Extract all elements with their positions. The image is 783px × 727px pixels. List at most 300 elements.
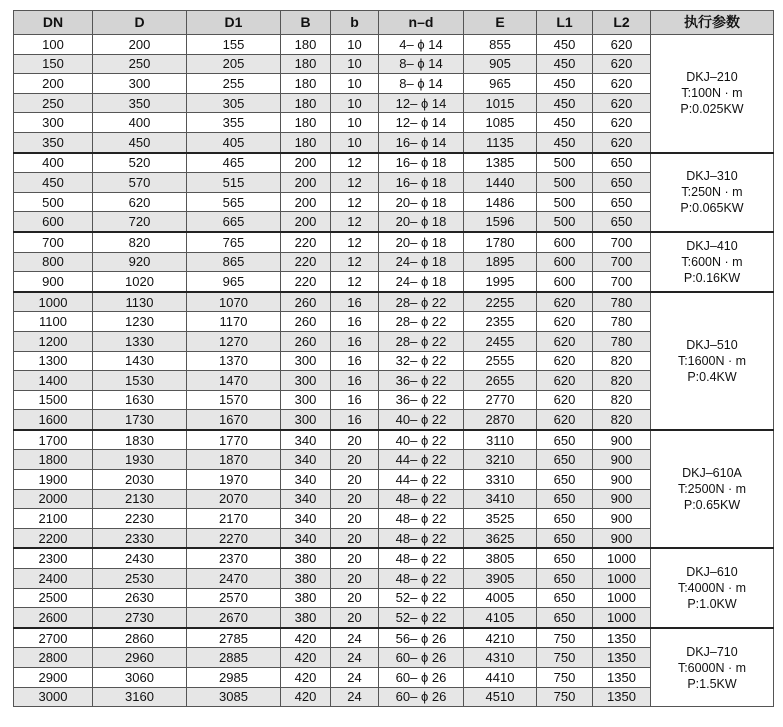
table-row <box>14 153 774 173</box>
table-cell: 855 <box>464 35 537 55</box>
table-cell: 620 <box>537 351 593 371</box>
table-row <box>14 232 774 252</box>
table-cell: 820 <box>593 351 651 371</box>
table-cell: 570 <box>93 173 187 193</box>
table-cell: 620 <box>537 292 593 312</box>
header-b-upper: B <box>281 11 331 35</box>
table-cell: 340 <box>281 509 331 529</box>
table-cell: 3110 <box>464 430 537 450</box>
table-cell: 2870 <box>464 410 537 430</box>
table-cell: 10 <box>331 74 379 94</box>
table-cell: 3085 <box>187 687 281 707</box>
header-b-lower: b <box>331 11 379 35</box>
table-cell: 450 <box>14 173 93 193</box>
table-cell: 20 <box>331 548 379 568</box>
table-cell: 2400 <box>14 569 93 589</box>
table-cell: 900 <box>14 272 93 292</box>
table-cell: 52– ϕ 22 <box>379 588 464 608</box>
table-cell: 200 <box>281 153 331 173</box>
actuator-param-line: DKJ–610A <box>682 466 742 481</box>
actuator-params-cell <box>651 35 774 153</box>
table-cell: 20 <box>331 528 379 548</box>
table-cell: 2860 <box>93 628 187 648</box>
table-cell: 300 <box>14 113 93 133</box>
table-row <box>14 430 774 450</box>
table-cell: 20 <box>331 509 379 529</box>
table-cell: 2670 <box>187 608 281 628</box>
table-cell: 1930 <box>93 450 187 470</box>
table-body <box>14 35 774 707</box>
table-cell: 205 <box>187 54 281 74</box>
table-cell: 1130 <box>93 292 187 312</box>
table-cell: 2885 <box>187 648 281 668</box>
table-cell: 20 <box>331 588 379 608</box>
table-cell: 1600 <box>14 410 93 430</box>
table-cell: 355 <box>187 113 281 133</box>
table-cell: 2430 <box>93 548 187 568</box>
table-cell: 350 <box>14 132 93 152</box>
table-cell: 650 <box>537 569 593 589</box>
table-cell: 665 <box>187 212 281 232</box>
table-cell: 650 <box>593 173 651 193</box>
table-cell: 4105 <box>464 608 537 628</box>
table-cell: 2270 <box>187 528 281 548</box>
table-cell: 500 <box>537 173 593 193</box>
table-cell: 1330 <box>93 331 187 351</box>
table-cell: 1350 <box>593 628 651 648</box>
table-cell: 2960 <box>93 648 187 668</box>
table-cell: 1085 <box>464 113 537 133</box>
table-cell: 2130 <box>93 489 187 509</box>
table-cell: 2355 <box>464 312 537 332</box>
table-cell: 1000 <box>593 608 651 628</box>
table-cell: 48– ϕ 22 <box>379 509 464 529</box>
table-cell: 1100 <box>14 312 93 332</box>
table-cell: 260 <box>281 312 331 332</box>
table-cell: 2300 <box>14 548 93 568</box>
table-cell: 600 <box>537 232 593 252</box>
table-cell: 1900 <box>14 470 93 490</box>
table-cell: 8– ϕ 14 <box>379 54 464 74</box>
table-cell: 52– ϕ 22 <box>379 608 464 628</box>
table-cell: 40– ϕ 22 <box>379 430 464 450</box>
table-cell: 4005 <box>464 588 537 608</box>
table-cell: 200 <box>14 74 93 94</box>
actuator-param-line: P:0.16KW <box>683 270 741 285</box>
table-cell: 155 <box>187 35 281 55</box>
table-cell: 620 <box>593 54 651 74</box>
table-cell: 12 <box>331 232 379 252</box>
header-e: E <box>464 11 537 35</box>
actuator-params-cell <box>651 153 774 232</box>
table-cell: 1780 <box>464 232 537 252</box>
table-cell: 24– ϕ 18 <box>379 252 464 272</box>
table-cell: 965 <box>464 74 537 94</box>
table-cell: 450 <box>537 93 593 113</box>
table-cell: 1630 <box>93 390 187 410</box>
table-cell: 2255 <box>464 292 537 312</box>
header-l1: L1 <box>537 11 593 35</box>
table-cell: 16– ϕ 14 <box>379 132 464 152</box>
table-cell: 2455 <box>464 331 537 351</box>
table-cell: 720 <box>93 212 187 232</box>
table-cell: 450 <box>93 132 187 152</box>
table-cell: 12 <box>331 192 379 212</box>
actuator-param-line: P:0.065KW <box>680 201 744 216</box>
table-cell: 260 <box>281 331 331 351</box>
table-cell: 180 <box>281 93 331 113</box>
table-cell: 2200 <box>14 528 93 548</box>
table-cell: 1700 <box>14 430 93 450</box>
table-cell: 44– ϕ 22 <box>379 470 464 490</box>
table-cell: 1730 <box>93 410 187 430</box>
table-cell: 2030 <box>93 470 187 490</box>
table-cell: 900 <box>593 528 651 548</box>
table-cell: 3210 <box>464 450 537 470</box>
actuator-param-line: P:1.0KW <box>687 597 737 612</box>
table-cell: 650 <box>537 450 593 470</box>
table-cell: 260 <box>281 292 331 312</box>
table-cell: 300 <box>281 351 331 371</box>
table-cell: 16 <box>331 312 379 332</box>
table-cell: 2330 <box>93 528 187 548</box>
table-cell: 865 <box>187 252 281 272</box>
table-cell: 900 <box>593 470 651 490</box>
table-cell: 1830 <box>93 430 187 450</box>
actuator-param-line: DKJ–710 <box>686 644 738 659</box>
table-cell: 3625 <box>464 528 537 548</box>
table-cell: 2785 <box>187 628 281 648</box>
table-cell: 520 <box>93 153 187 173</box>
table-cell: 650 <box>593 153 651 173</box>
table-cell: 12 <box>331 252 379 272</box>
table-cell: 3410 <box>464 489 537 509</box>
table-cell: 200 <box>281 173 331 193</box>
table-cell: 10 <box>331 35 379 55</box>
table-cell: 16 <box>331 292 379 312</box>
table-cell: 2555 <box>464 351 537 371</box>
table-cell: 620 <box>537 390 593 410</box>
actuator-param-line: DKJ–510 <box>686 337 738 352</box>
table-cell: 2100 <box>14 509 93 529</box>
header-l2: L2 <box>593 11 651 35</box>
table-cell: 48– ϕ 22 <box>379 489 464 509</box>
table-cell: 1015 <box>464 93 537 113</box>
table-cell: 12– ϕ 14 <box>379 113 464 133</box>
table-cell: 1530 <box>93 371 187 391</box>
actuator-param-line: T:600N · m <box>681 254 743 269</box>
table-cell: 16 <box>331 390 379 410</box>
table-cell: 255 <box>187 74 281 94</box>
table-cell: 450 <box>537 54 593 74</box>
table-cell: 305 <box>187 93 281 113</box>
table-cell: 10 <box>331 93 379 113</box>
actuator-params-cell <box>651 430 774 549</box>
table-cell: 900 <box>593 509 651 529</box>
table-cell: 3905 <box>464 569 537 589</box>
table-cell: 220 <box>281 252 331 272</box>
table-cell: 20 <box>331 450 379 470</box>
table-cell: 900 <box>593 430 651 450</box>
table-cell: 620 <box>593 113 651 133</box>
table-cell: 200 <box>281 212 331 232</box>
table-cell: 620 <box>593 93 651 113</box>
actuator-param-line: P:0.4KW <box>687 369 737 384</box>
table-cell: 10 <box>331 113 379 133</box>
table-cell: 2900 <box>14 668 93 688</box>
table-cell: 40– ϕ 22 <box>379 410 464 430</box>
header-d1: D1 <box>187 11 281 35</box>
actuator-param-line: T:250N · m <box>681 185 743 200</box>
table-cell: 16 <box>331 371 379 391</box>
table-cell: 1350 <box>593 668 651 688</box>
table-cell: 750 <box>537 668 593 688</box>
table-cell: 2730 <box>93 608 187 628</box>
table-cell: 56– ϕ 26 <box>379 628 464 648</box>
table-cell: 420 <box>281 628 331 648</box>
table-cell: 12 <box>331 153 379 173</box>
table-cell: 1570 <box>187 390 281 410</box>
table-cell: 780 <box>593 312 651 332</box>
spec-table <box>13 10 774 707</box>
table-cell: 650 <box>537 588 593 608</box>
table-row <box>14 548 774 568</box>
actuator-param-line: T:2500N · m <box>677 482 747 497</box>
table-cell: 380 <box>281 569 331 589</box>
actuator-param-line: T:1600N · m <box>677 353 747 368</box>
table-cell: 180 <box>281 132 331 152</box>
actuator-param-line: P:0.65KW <box>683 498 741 513</box>
table-cell: 10 <box>331 132 379 152</box>
table-cell: 2370 <box>187 548 281 568</box>
table-cell: 3060 <box>93 668 187 688</box>
actuator-params-cell <box>651 628 774 707</box>
table-cell: 900 <box>593 450 651 470</box>
table-cell: 220 <box>281 272 331 292</box>
table-cell: 500 <box>537 212 593 232</box>
table-cell: 780 <box>593 292 651 312</box>
table-cell: 20 <box>331 608 379 628</box>
table-cell: 48– ϕ 22 <box>379 569 464 589</box>
table-cell: 700 <box>593 252 651 272</box>
table-cell: 1370 <box>187 351 281 371</box>
table-cell: 36– ϕ 22 <box>379 371 464 391</box>
header-dn: DN <box>14 11 93 35</box>
table-cell: 12 <box>331 212 379 232</box>
table-cell: 200 <box>281 192 331 212</box>
table-cell: 450 <box>537 132 593 152</box>
table-cell: 250 <box>14 93 93 113</box>
table-cell: 20 <box>331 470 379 490</box>
table-cell: 8– ϕ 14 <box>379 74 464 94</box>
table-cell: 2770 <box>464 390 537 410</box>
table-cell: 620 <box>537 312 593 332</box>
table-cell: 300 <box>281 390 331 410</box>
table-cell: 750 <box>537 628 593 648</box>
table-cell: 44– ϕ 22 <box>379 450 464 470</box>
table-cell: 20– ϕ 18 <box>379 232 464 252</box>
table-cell: 12– ϕ 14 <box>379 93 464 113</box>
table-cell: 1385 <box>464 153 537 173</box>
table-cell: 340 <box>281 528 331 548</box>
actuator-params-cell <box>651 548 774 627</box>
table-cell: 2600 <box>14 608 93 628</box>
table-cell: 1020 <box>93 272 187 292</box>
table-cell: 820 <box>593 390 651 410</box>
table-cell: 1000 <box>593 548 651 568</box>
table-cell: 24– ϕ 18 <box>379 272 464 292</box>
table-cell: 1200 <box>14 331 93 351</box>
table-cell: 400 <box>14 153 93 173</box>
actuator-params-cell <box>651 292 774 430</box>
actuator-param-line: DKJ–310 <box>686 169 738 184</box>
table-cell: 1270 <box>187 331 281 351</box>
table-cell: 1350 <box>593 648 651 668</box>
actuator-param-line: T:100N · m <box>681 86 743 101</box>
table-cell: 780 <box>593 331 651 351</box>
table-cell: 650 <box>537 548 593 568</box>
table-cell: 565 <box>187 192 281 212</box>
table-cell: 60– ϕ 26 <box>379 648 464 668</box>
table-cell: 48– ϕ 22 <box>379 528 464 548</box>
table-cell: 2530 <box>93 569 187 589</box>
table-row <box>14 628 774 648</box>
table-cell: 1440 <box>464 173 537 193</box>
table-cell: 420 <box>281 648 331 668</box>
table-cell: 2170 <box>187 509 281 529</box>
table-cell: 340 <box>281 450 331 470</box>
table-cell: 16 <box>331 410 379 430</box>
table-cell: 650 <box>537 430 593 450</box>
header-actuator-params: 执行参数 <box>651 11 774 35</box>
table-cell: 24 <box>331 668 379 688</box>
table-cell: 405 <box>187 132 281 152</box>
table-cell: 1770 <box>187 430 281 450</box>
table-cell: 965 <box>187 272 281 292</box>
table-row <box>14 292 774 312</box>
table-cell: 4310 <box>464 648 537 668</box>
table-cell: 200 <box>93 35 187 55</box>
table-cell: 1486 <box>464 192 537 212</box>
table-cell: 500 <box>537 192 593 212</box>
header-d: D <box>93 11 187 35</box>
table-cell: 515 <box>187 173 281 193</box>
actuator-params-cell <box>651 232 774 292</box>
table-cell: 60– ϕ 26 <box>379 687 464 707</box>
table-cell: 28– ϕ 22 <box>379 331 464 351</box>
table-cell: 180 <box>281 54 331 74</box>
table-cell: 600 <box>537 252 593 272</box>
table-cell: 28– ϕ 22 <box>379 312 464 332</box>
table-cell: 220 <box>281 232 331 252</box>
table-cell: 32– ϕ 22 <box>379 351 464 371</box>
table-cell: 1895 <box>464 252 537 272</box>
table-cell: 650 <box>593 212 651 232</box>
table-cell: 36– ϕ 22 <box>379 390 464 410</box>
table-cell: 380 <box>281 588 331 608</box>
table-cell: 1995 <box>464 272 537 292</box>
table-cell: 2500 <box>14 588 93 608</box>
table-cell: 2630 <box>93 588 187 608</box>
table-cell: 650 <box>593 192 651 212</box>
table-cell: 620 <box>537 410 593 430</box>
table-cell: 1230 <box>93 312 187 332</box>
table-cell: 700 <box>14 232 93 252</box>
table-cell: 600 <box>537 272 593 292</box>
table-cell: 1170 <box>187 312 281 332</box>
table-cell: 820 <box>593 410 651 430</box>
table-cell: 12 <box>331 272 379 292</box>
table-cell: 420 <box>281 668 331 688</box>
table-cell: 24 <box>331 648 379 668</box>
table-cell: 24 <box>331 687 379 707</box>
table-cell: 750 <box>537 648 593 668</box>
table-cell: 2985 <box>187 668 281 688</box>
table-cell: 450 <box>537 74 593 94</box>
header-row <box>14 11 774 35</box>
table-cell: 380 <box>281 608 331 628</box>
table-cell: 300 <box>281 410 331 430</box>
table-cell: 350 <box>93 93 187 113</box>
table-cell: 920 <box>93 252 187 272</box>
table-cell: 10 <box>331 54 379 74</box>
table-cell: 700 <box>593 232 651 252</box>
table-cell: 20 <box>331 569 379 589</box>
table-cell: 4410 <box>464 668 537 688</box>
table-cell: 2700 <box>14 628 93 648</box>
table-cell: 1670 <box>187 410 281 430</box>
table-cell: 700 <box>593 272 651 292</box>
table-cell: 1870 <box>187 450 281 470</box>
table-cell: 1430 <box>93 351 187 371</box>
table-cell: 20– ϕ 18 <box>379 212 464 232</box>
table-cell: 750 <box>537 687 593 707</box>
table-cell: 650 <box>537 489 593 509</box>
table-cell: 2800 <box>14 648 93 668</box>
actuator-param-line: P:1.5KW <box>687 676 737 691</box>
table-cell: 800 <box>14 252 93 272</box>
table-cell: 650 <box>537 528 593 548</box>
table-cell: 300 <box>281 371 331 391</box>
table-cell: 340 <box>281 430 331 450</box>
table-cell: 4510 <box>464 687 537 707</box>
table-cell: 500 <box>14 192 93 212</box>
actuator-param-line: DKJ–410 <box>686 238 738 253</box>
actuator-param-line: DKJ–610 <box>686 565 738 580</box>
table-cell: 100 <box>14 35 93 55</box>
table-cell: 400 <box>93 113 187 133</box>
table-cell: 16– ϕ 18 <box>379 153 464 173</box>
table-cell: 600 <box>14 212 93 232</box>
table-cell: 16– ϕ 18 <box>379 173 464 193</box>
table-cell: 905 <box>464 54 537 74</box>
table-cell: 650 <box>537 608 593 628</box>
table-cell: 4210 <box>464 628 537 648</box>
actuator-param-line: DKJ–210 <box>686 70 738 85</box>
table-cell: 1000 <box>593 569 651 589</box>
table-cell: 4– ϕ 14 <box>379 35 464 55</box>
table-cell: 1500 <box>14 390 93 410</box>
table-cell: 1596 <box>464 212 537 232</box>
table-cell: 3310 <box>464 470 537 490</box>
table-cell: 2570 <box>187 588 281 608</box>
table-cell: 620 <box>537 371 593 391</box>
table-cell: 380 <box>281 548 331 568</box>
table-cell: 250 <box>93 54 187 74</box>
table-cell: 24 <box>331 628 379 648</box>
table-cell: 16 <box>331 331 379 351</box>
header-n-d: n–d <box>379 11 464 35</box>
